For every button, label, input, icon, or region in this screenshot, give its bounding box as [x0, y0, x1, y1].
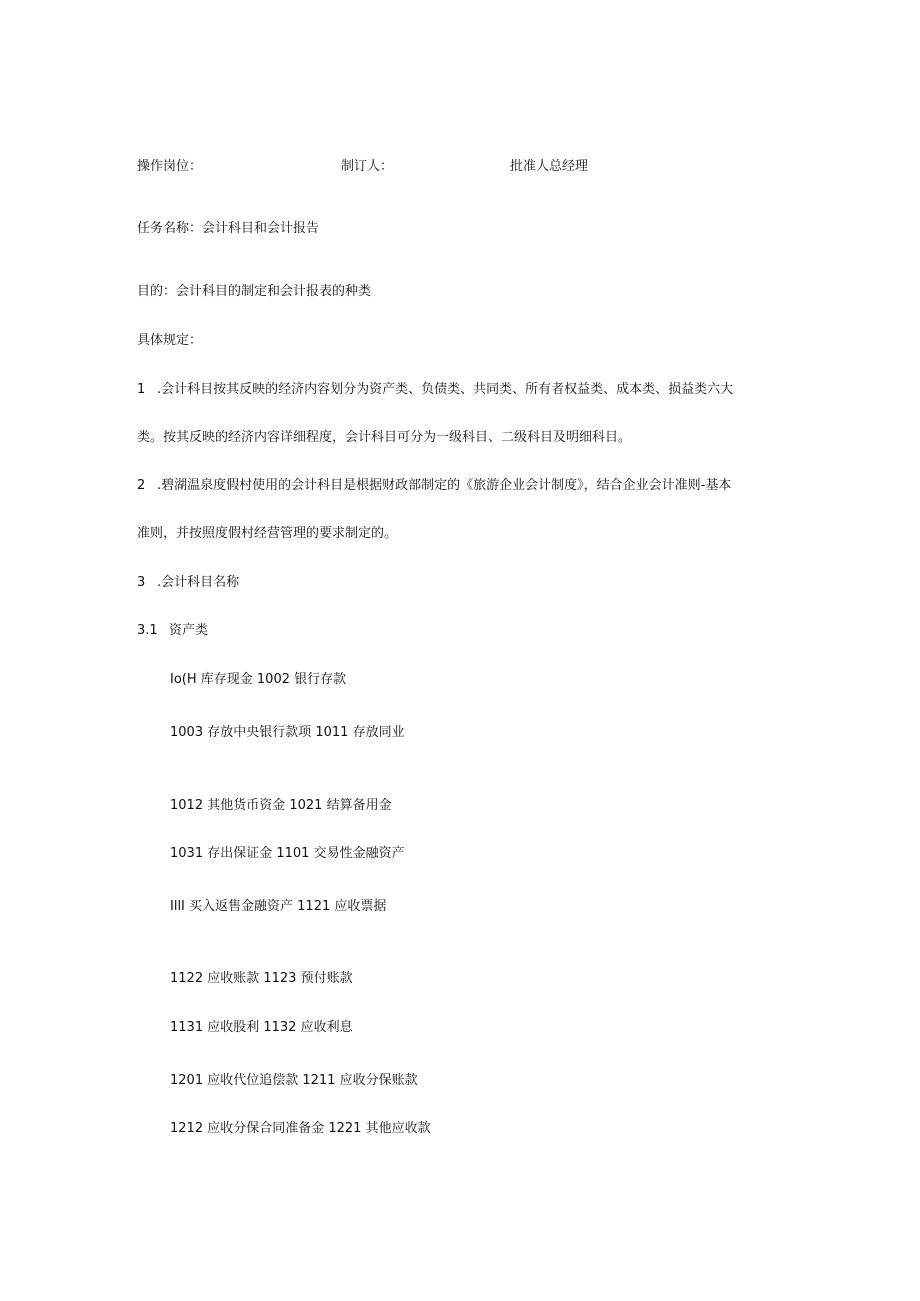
account-line: 1131 应收股利 1132 应收利息: [170, 1020, 353, 1035]
item-2-text: .碧湖温泉度假村使用的会计科目是根据财政部制定的《旅游企业会计制度》，结合企业会计准则-基本: [157, 478, 732, 493]
item-2-number: 2: [137, 478, 146, 493]
purpose: 目的：会计科目的制定和会计报表的种类: [137, 284, 372, 299]
task-name: 任务名称：会计科目和会计报告: [137, 221, 320, 236]
section-3-1-title: 资产类: [169, 623, 209, 638]
item-1-text: .会计科目按其反映的经济内容划分为资产类、负债类、共同类、所有者权益类、成本类、损益类六大: [157, 382, 734, 397]
item-2-line-1: [137, 477, 731, 495]
item-2-line-2: 准则，并按照度假村经营管理的要求制定的。: [137, 526, 398, 541]
account-line: 1003 存放中央银行款项 1011 存放同业: [170, 725, 405, 740]
item-1-line-1: [137, 381, 733, 399]
item-1-number: 1: [137, 382, 146, 397]
account-line: IllI 买入返售金融资产 1121 应收票据: [170, 899, 387, 914]
section-3-1-number: 3.1: [137, 623, 158, 638]
account-line: Io(H 库存现金 1002 银行存款: [170, 672, 347, 687]
item-3-number: 3: [137, 575, 146, 590]
account-line: 1012 其他货币资金 1021 结算备用金: [170, 798, 392, 813]
author-label: 制订人：: [341, 159, 394, 174]
section-3-1-heading: [137, 622, 208, 640]
item-3-text: .会计科目名称: [157, 575, 240, 590]
account-line: 1212 应收分保合同准备金 1221 其他应收款: [170, 1121, 431, 1136]
account-line: 1031 存出保证金 1101 交易性金融资产: [170, 846, 405, 861]
account-line: 1201 应收代位追偿款 1211 应收分保账款: [170, 1073, 418, 1088]
post-label: 操作岗位：: [137, 159, 203, 174]
account-line: 1122 应收账款 1123 预付账款: [170, 971, 353, 986]
item-3-line: [137, 574, 239, 592]
item-1-line-2: 类。按其反映的经济内容详细程度，会计科目可分为一级科目、二级科目及明细科目。: [137, 430, 632, 445]
approver-label: 批准人总经理: [510, 159, 589, 174]
rules-heading: 具体规定：: [137, 333, 203, 348]
